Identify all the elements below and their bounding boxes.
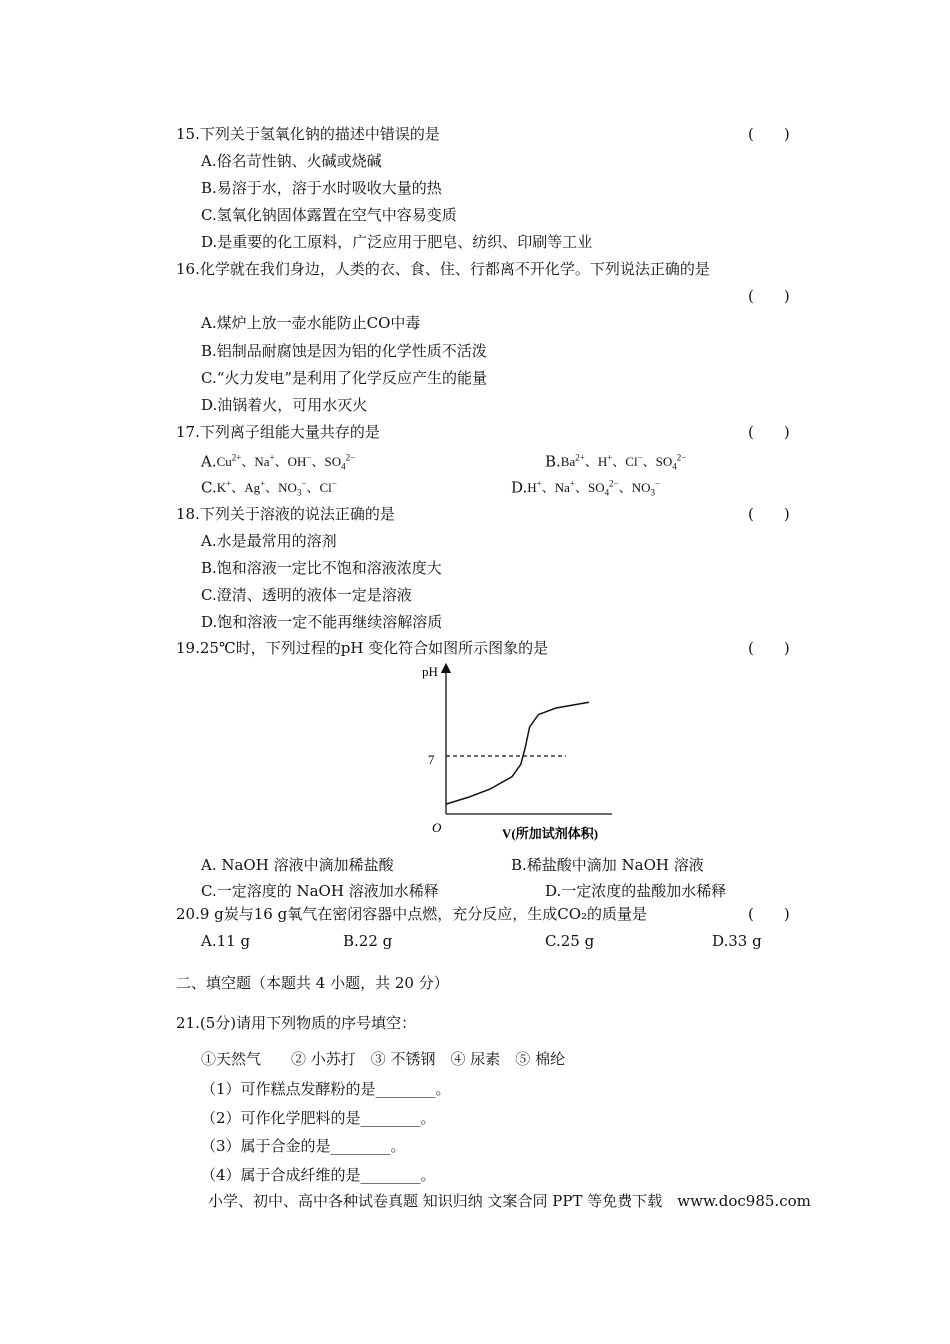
q18-option-c: C.澄清、透明的液体一定是溶液: [201, 586, 412, 604]
q16-option-c: C.“火力发电”是利用了化学反应产生的能量: [201, 369, 488, 387]
q20-option-c: C.25 g: [545, 932, 595, 950]
q17-answer-paren: ( ): [748, 423, 790, 441]
q18-option-d: D.饱和溶液一定不能再继续溶解溶质: [201, 613, 443, 631]
q15-option-d: D.是重要的化工原料，广泛应用于肥皂、纺织、印刷等工业: [201, 233, 593, 251]
q20-option-b: B.22 g: [343, 932, 393, 950]
q18-option-a: A.水是最常用的溶剂: [201, 532, 337, 550]
q16-stem: 16.化学就在我们身边，人类的衣、食、住、行都离不开化学。下列说法正确的是: [176, 260, 710, 278]
q16-option-a: A.煤炉上放一壶水能防止CO中毒: [201, 314, 421, 332]
q18-option-b: B.饱和溶液一定比不饱和溶液浓度大: [201, 559, 442, 577]
x-axis-label: V(所加试剂体积): [502, 826, 599, 841]
q15-option-b: B.易溶于水，溶于水时吸收大量的热: [201, 179, 442, 197]
q19-option-d: D.一定浓度的盐酸加水稀释: [545, 882, 727, 900]
section-title: 二、填空题（本题共 4 小题，共 20 分）: [176, 974, 449, 992]
q21-sub-3: （3）属于合金的是________。: [201, 1137, 406, 1155]
q16-option-b: B.铝制品耐腐蚀是因为铝的化学性质不活泼: [201, 342, 487, 360]
ph-curve: [446, 702, 589, 804]
q15-answer-paren: ( ): [748, 125, 790, 143]
q20-stem: 20.9 g炭与16 g氧气在密闭容器中点燃，充分反应，生成CO₂的质量是: [176, 905, 648, 923]
origin-label: O: [432, 820, 442, 835]
q18-answer-paren: ( ): [748, 505, 790, 523]
q19-option-c: C.一定溶度的 NaOH 溶液加水稀释: [201, 882, 439, 900]
q19-answer-paren: ( ): [748, 639, 790, 657]
q17-option-c: C.K+、Ag+、$NO_3^-$、Cl−: [201, 478, 337, 498]
q20-option-a: A.11 g: [201, 932, 251, 950]
q21-sub-2: （2）可作化学肥料的是________。: [201, 1109, 436, 1127]
page-footer: 小学、初中、高中各种试卷真题 知识归纳 文案合同 PPT 等免费下载 www.doc985.com: [208, 1192, 811, 1210]
y-tick-label-7: 7: [428, 752, 435, 767]
q17-option-b: $B.Ba^{2+}$、H+、Cl−、$SO_4^{2-}$: [545, 452, 687, 472]
q17-option-d: D.H+、Na+、$SO_4^{2-}$、$NO_3^-$: [511, 478, 661, 498]
q21-stem: 21.(5分)请用下列物质的序号填空：: [176, 1014, 417, 1032]
q21-materials: ①天然气 ② 小苏打 ③ 不锈钢 ④ 尿素 ⑤ 棉纶: [201, 1050, 566, 1068]
ph-chart: [414, 660, 624, 845]
q19-option-a: A. NaOH 溶液中滴加稀盐酸: [201, 856, 394, 874]
q19-option-b: B.稀盐酸中滴加 NaOH 溶液: [511, 856, 704, 874]
q21-sub-4: （4）属于合成纤维的是________。: [201, 1166, 436, 1184]
q19-stem: 19.25℃时，下列过程的pH 变化符合如图所示图象的是: [176, 639, 549, 657]
q16-option-d: D.油锅着火，可用水灭火: [201, 396, 368, 414]
q17-option-a: $A.Cu^{2+}$、Na+、OH−、$SO_4^{2-}$: [201, 452, 356, 472]
q20-option-d: D.33 g: [712, 932, 762, 950]
q20-answer-paren: ( ): [748, 905, 790, 923]
q15-option-a: A.俗名苛性钠、火碱或烧碱: [201, 152, 382, 170]
q15-stem: 15.下列关于氢氧化钠的描述中错误的是: [176, 125, 440, 143]
q17-stem: 17.下列离子组能大量共存的是: [176, 423, 380, 441]
q21-sub-1: （1）可作糕点发酵粉的是________。: [201, 1080, 451, 1098]
q16-answer-paren: ( ): [748, 287, 790, 305]
y-axis-label: pH: [422, 664, 438, 679]
q18-stem: 18.下列关于溶液的说法正确的是: [176, 505, 395, 523]
q15-option-c: C.氢氧化钠固体露置在空气中容易变质: [201, 206, 457, 224]
